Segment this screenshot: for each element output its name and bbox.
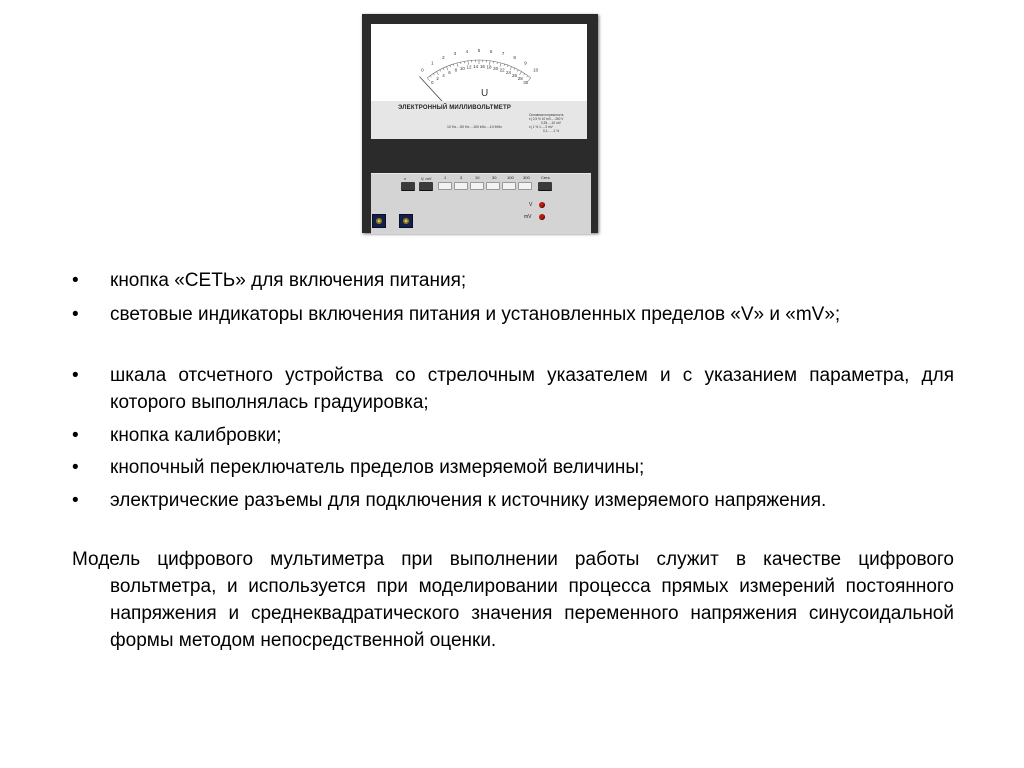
scale-label-inner: 8	[454, 67, 458, 73]
scale-tick	[450, 65, 451, 67]
indicator-led-v	[539, 202, 545, 208]
scale-tick	[527, 76, 528, 78]
spec-line: ±( 2,5 % 10 mV.....300 V	[529, 117, 564, 121]
scale-label-inner: 24	[505, 69, 511, 75]
scale-tick	[433, 73, 434, 75]
unit-switch-button[interactable]	[419, 182, 433, 190]
spec-line: 0,1.......1 %	[543, 129, 560, 133]
range-button-300[interactable]	[518, 182, 532, 190]
power-button[interactable]	[538, 182, 552, 190]
scale-tick	[504, 64, 505, 66]
scale-tick	[440, 70, 441, 72]
scale-tick	[524, 73, 525, 75]
scale-tick	[514, 68, 515, 70]
scale-tick	[519, 72, 521, 75]
scale-label-inner: 2	[436, 76, 439, 82]
meter-scale	[371, 24, 587, 111]
device-title: ЭЛЕКТРОННЫЙ МИЛЛИВОЛЬТМЕТР	[398, 105, 512, 111]
indicator-label-mv: mV	[524, 214, 532, 220]
scale-parameter-letter: U	[481, 88, 489, 99]
scale-label-outer: 1	[431, 60, 434, 66]
list-item-text: кнопка «СЕТЬ» для включения питания;	[110, 270, 467, 291]
input-jack-1[interactable]	[372, 214, 386, 228]
scale-label-outer: 5	[477, 48, 481, 53]
scale-label-inner: 12	[466, 64, 472, 70]
millivoltmeter-image	[362, 14, 598, 233]
scale-tick	[427, 78, 429, 81]
list-item-text: электрические разъемы для подключения к источнику измеряемого напряжения.	[110, 490, 827, 511]
scale-tick	[507, 65, 508, 67]
scale-label-outer: 2	[442, 55, 445, 61]
scale-label-outer: 7	[501, 51, 505, 57]
bullet-icon: •	[72, 457, 79, 478]
range-label-power: Сеть	[541, 175, 550, 180]
jack-socket-icon	[403, 218, 409, 224]
range-label-10: 10	[475, 175, 480, 180]
range-label-3: 3	[460, 175, 463, 180]
range-label-30: 30	[492, 175, 497, 180]
list-item-text: шкала отсчетного устройства со стрелочным указателем и с указанием параметра, для которого выполнялась градуировка;	[110, 365, 954, 413]
scale-label-outer: 9	[524, 60, 527, 66]
scale-label-outer: 4	[465, 48, 469, 54]
scale-tick	[436, 72, 438, 75]
spec-line: 0,25.....10 mV	[541, 121, 561, 125]
range-label-x: x	[404, 176, 406, 181]
spec-line: Основная погрешность	[529, 113, 564, 117]
meter-scale-arc	[371, 24, 587, 111]
scale-label-outer: 10	[533, 67, 539, 73]
bullet-icon: •	[72, 490, 79, 511]
scale-label-inner: 18	[486, 64, 492, 70]
indicator-label-v: V	[529, 202, 533, 208]
scale-label-inner: 0	[430, 80, 434, 86]
scale-tick	[528, 78, 530, 81]
range-label-300: 300	[523, 175, 530, 180]
scale-label-outer: 0	[421, 67, 424, 73]
scale-label-inner: 14	[473, 64, 479, 70]
calibration-button[interactable]	[401, 182, 415, 190]
range-label-100: 100	[507, 175, 514, 180]
scale-label-outer: 3	[453, 51, 457, 57]
scale-label-inner: 22	[499, 67, 505, 73]
scale-label-inner: 10	[459, 65, 465, 71]
bullet-icon: •	[72, 425, 79, 446]
scale-tick	[457, 63, 458, 67]
scale-label-outer: 8	[513, 55, 516, 61]
list-item-text: кнопочный переключатель пределов измеряемой величины;	[110, 457, 645, 478]
scale-tick	[500, 63, 501, 67]
range-label-1: 1	[444, 175, 447, 180]
range-button-10[interactable]	[470, 182, 484, 190]
frequency-range-note: 10 Hz....50 Hz....100 kHz....10 MHz	[447, 125, 502, 129]
scale-tick	[453, 64, 454, 66]
scale-label-inner: 4	[442, 72, 445, 78]
scale-tick	[443, 68, 444, 70]
input-jack-2[interactable]	[399, 214, 413, 228]
indicator-led-mv	[539, 214, 545, 220]
scale-label-outer: 6	[489, 48, 493, 54]
bullet-icon: •	[72, 365, 79, 386]
scale-label-inner: 6	[448, 69, 451, 75]
list-item-text: кнопка калибровки;	[110, 425, 282, 446]
range-button-30[interactable]	[486, 182, 500, 190]
scale-label-inner: 28	[517, 76, 523, 82]
range-button-100[interactable]	[502, 182, 516, 190]
closing-paragraph: Модель цифрового мультиметра при выполнении работы служит в качестве цифрового вольтметра, и используется при моделировании процесса прямых измерений постоянного напряжения и среднеквадратического значения переменного напряжения синусоидальной формы методом непосредственной оценки.	[72, 549, 954, 651]
range-button-3[interactable]	[454, 182, 468, 190]
front-panel	[371, 173, 591, 234]
scale-tick	[517, 70, 518, 72]
jack-socket-icon	[376, 218, 382, 224]
list-item-text: световые индикаторы включения питания и установленных пределов «V» и «mV»;	[110, 304, 841, 325]
spec-line: ±( 1 % 1.....3 mV	[529, 125, 553, 129]
bullet-icon: •	[72, 304, 79, 325]
scale-label-inner: 30	[523, 80, 529, 86]
scale-label-inner: 20	[493, 65, 499, 71]
meter-label-strip	[371, 101, 587, 139]
scale-label-inner: 16	[479, 64, 485, 70]
range-button-1[interactable]	[438, 182, 452, 190]
scale-tick	[430, 76, 431, 78]
scale-label-inner: 26	[512, 72, 518, 78]
bullet-icon: •	[72, 270, 79, 291]
range-label-v-mv: V, mV	[421, 176, 432, 181]
